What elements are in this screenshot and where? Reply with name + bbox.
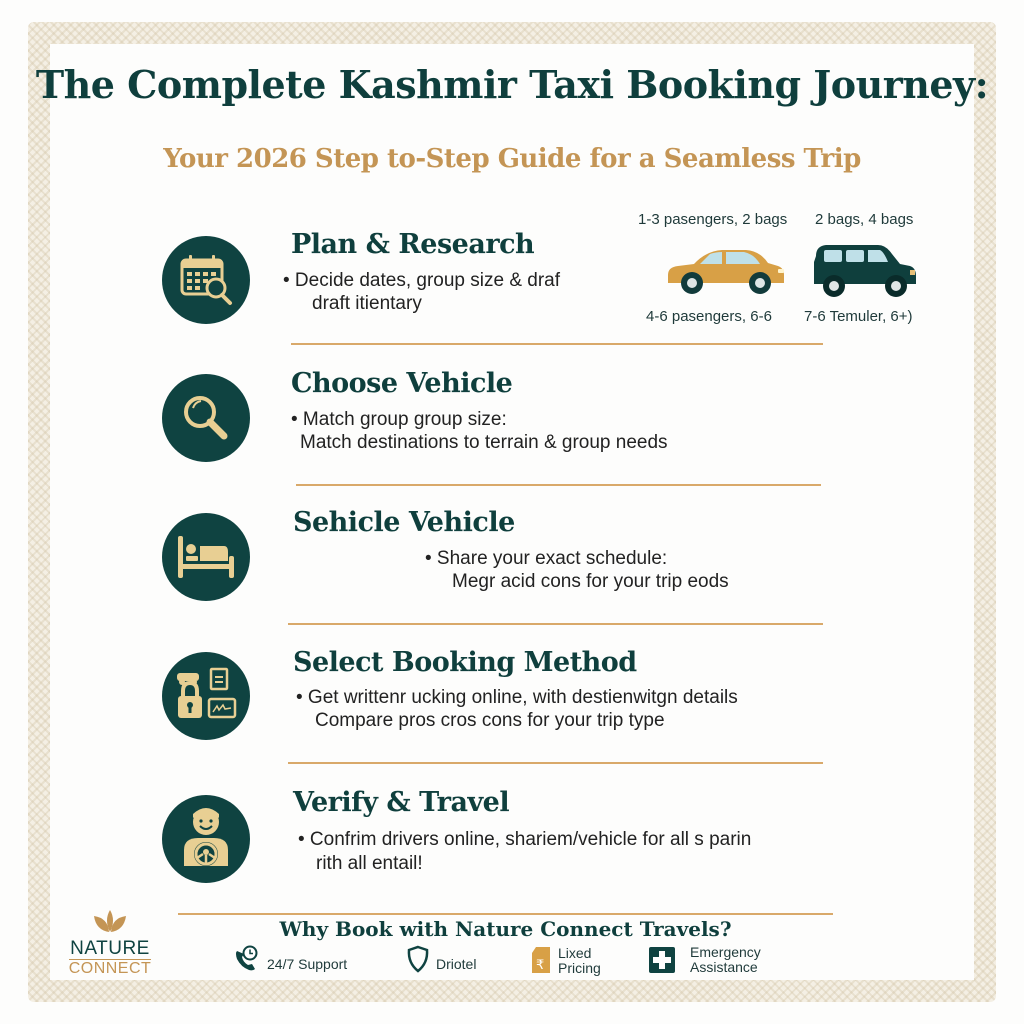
logo-line1: NATURE	[70, 938, 150, 959]
feature-label-line2: Pricing	[558, 959, 601, 976]
step-bullet-line1: • Get writtenr ucking online, with destienwitgn details	[296, 687, 738, 708]
calendar-search-icon	[162, 236, 250, 324]
nature-connect-logo	[60, 910, 160, 978]
step-title: Sehicle Vehicle	[293, 507, 515, 538]
svg-text:₹: ₹	[536, 958, 545, 973]
feature-label-line1: Emergency	[690, 944, 761, 960]
step-title: Select Booking Method	[293, 647, 637, 678]
step-bullet-line2: Compare pros cros cons for your trip type	[315, 710, 665, 731]
step-bullet-line2: Match destinations to terrain & group needs	[300, 432, 668, 453]
feature-label: Driotel	[436, 956, 477, 972]
feature-label-line2: Assistance	[690, 959, 758, 975]
suv-bottom-label: 7-6 Temuler, 6+)	[804, 308, 913, 325]
vehicle-comparison	[620, 200, 950, 340]
page-title: The Complete Kashmir Taxi Booking Journey:	[35, 62, 989, 107]
step-title: Plan & Research	[291, 229, 535, 260]
feature-support	[233, 945, 347, 973]
step-bullet-line1: • Share your exact schedule:	[425, 548, 668, 569]
feature-label: 24/7 Support	[267, 956, 348, 972]
step-bullet-line1: • Match group group size:	[291, 409, 507, 430]
rupee-tag-icon	[530, 945, 552, 975]
suv-car-icon	[812, 240, 918, 300]
bed-icon	[162, 513, 250, 601]
phone-clock-icon	[233, 945, 261, 973]
shield-icon	[406, 945, 430, 973]
magnifier-icon	[162, 374, 250, 462]
sedan-top-label: 1-3 pasengers, 2 bags	[638, 211, 788, 228]
feature-pricing	[530, 945, 601, 975]
divider	[296, 484, 821, 486]
step-bullet-line2: draft itientary	[312, 293, 422, 314]
suv-top-label: 2 bags, 4 bags	[815, 211, 914, 228]
divider	[291, 343, 823, 345]
page-subtitle: Your 2026 Step to-Step Guide for a Seamless Trip	[163, 144, 861, 174]
step-bullet-line2: rith all entail!	[316, 853, 423, 874]
divider	[288, 623, 823, 625]
medical-cross-icon	[648, 946, 676, 974]
step-title: Verify & Travel	[293, 787, 510, 818]
footer-divider	[178, 913, 833, 915]
step-bullet-line2: Megr acid cons for your trip eods	[452, 571, 729, 592]
feature-driotel	[406, 945, 476, 973]
footer-title: Why Book with Nature Connect Travels?	[279, 917, 732, 941]
feature-label-line1: Lixed	[558, 944, 592, 961]
step-bullet-line1: • Decide dates, group size & draf	[283, 270, 561, 291]
feature-emergency	[648, 945, 761, 974]
sedan-bottom-label: 4-6 pasengers, 6-6	[646, 308, 772, 325]
step-bullet-line1: • Confrim drivers online, shariem/vehicle for all s parin	[298, 829, 752, 850]
lotus-leaf-icon	[90, 910, 130, 934]
logo-line2: CONNECT	[68, 960, 152, 977]
step-title: Choose Vehicle	[291, 368, 513, 399]
sedan-car-icon	[664, 245, 786, 297]
driver-icon	[162, 795, 250, 883]
booking-method-icon	[162, 652, 250, 740]
divider	[288, 762, 823, 764]
